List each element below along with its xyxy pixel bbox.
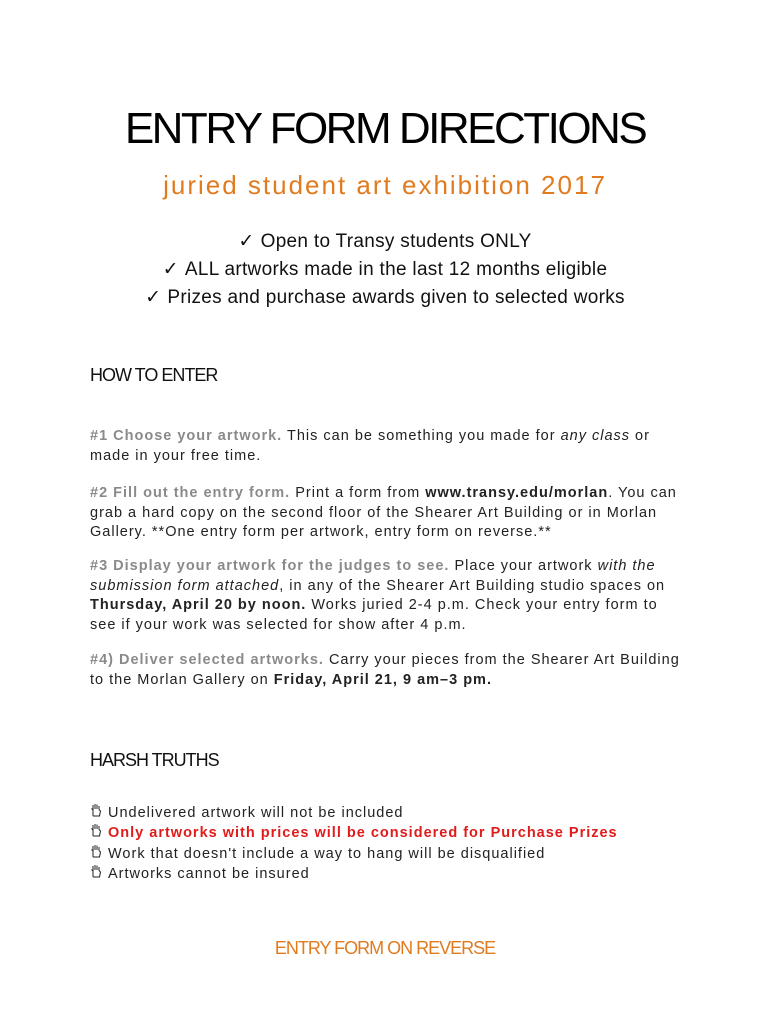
eligibility-item: ✓ Prizes and purchase awards given to selected works	[145, 287, 625, 308]
step-4: #4) Deliver selected artworks. Carry your pieces from the Shearer Art Building to the Morlan Gallery on Friday, April 21, 9 am–3 pm.	[90, 652, 680, 688]
check-icon: ✓	[238, 231, 255, 252]
step-2: #2 Fill out the entry form. Print a form from www.transy.edu/morlan. You can grab a hard copy on the second floor of the Shearer Art Building or in Morlan Gallery. **One entry form per artwork, entry form on reverse.**	[90, 485, 677, 540]
list-item: Undelivered artwork will not be included	[90, 803, 618, 823]
eligibility-list	[0, 228, 770, 312]
step-4-label: #4) Deliver selected artworks.	[90, 652, 324, 668]
hand-icon	[90, 803, 108, 823]
step-3: #3 Display your artwork for the judges to see. Place your artwork with the submission form attached, in any of the Shearer Art Building studio spaces on Thursday, April 20 by noon. Works juried 2-4 p.m. Check your entry form to see if your work was selected for show after 4 p.m.	[90, 558, 666, 633]
how-to-enter-heading: HOW TO ENTER	[90, 365, 218, 385]
harsh-truths-list	[90, 803, 618, 885]
hand-icon	[90, 864, 108, 884]
eligibility-item: ✓ Open to Transy students ONLY	[238, 231, 532, 252]
list-item: Only artworks with prices will be considered for Purchase Prizes	[90, 823, 618, 843]
list-item: Artworks cannot be insured	[90, 864, 618, 884]
step-1-label: #1 Choose your artwork.	[90, 428, 283, 444]
step-1: #1 Choose your artwork. This can be something you made for any class or made in your free time.	[90, 428, 650, 464]
step-3-label: #3 Display your artwork for the judges to see.	[90, 558, 450, 574]
list-item: Work that doesn't include a way to hang will be disqualified	[90, 844, 618, 864]
check-icon: ✓	[162, 259, 179, 280]
step-2-label: #2 Fill out the entry form.	[90, 485, 291, 501]
morlan-url-link[interactable]: www.transy.edu/morlan	[425, 485, 609, 501]
page-title: ENTRY FORM DIRECTIONS	[124, 104, 646, 153]
page-subtitle: juried student art exhibition 2017	[163, 170, 607, 200]
harsh-truths-heading: HARSH TRUTHS	[90, 750, 219, 770]
check-icon: ✓	[145, 287, 162, 308]
footer-note: ENTRY FORM ON REVERSE	[274, 938, 496, 958]
eligibility-item: ✓ ALL artworks made in the last 12 months eligible	[162, 259, 608, 280]
hand-icon	[90, 823, 108, 843]
hand-icon	[90, 844, 108, 864]
